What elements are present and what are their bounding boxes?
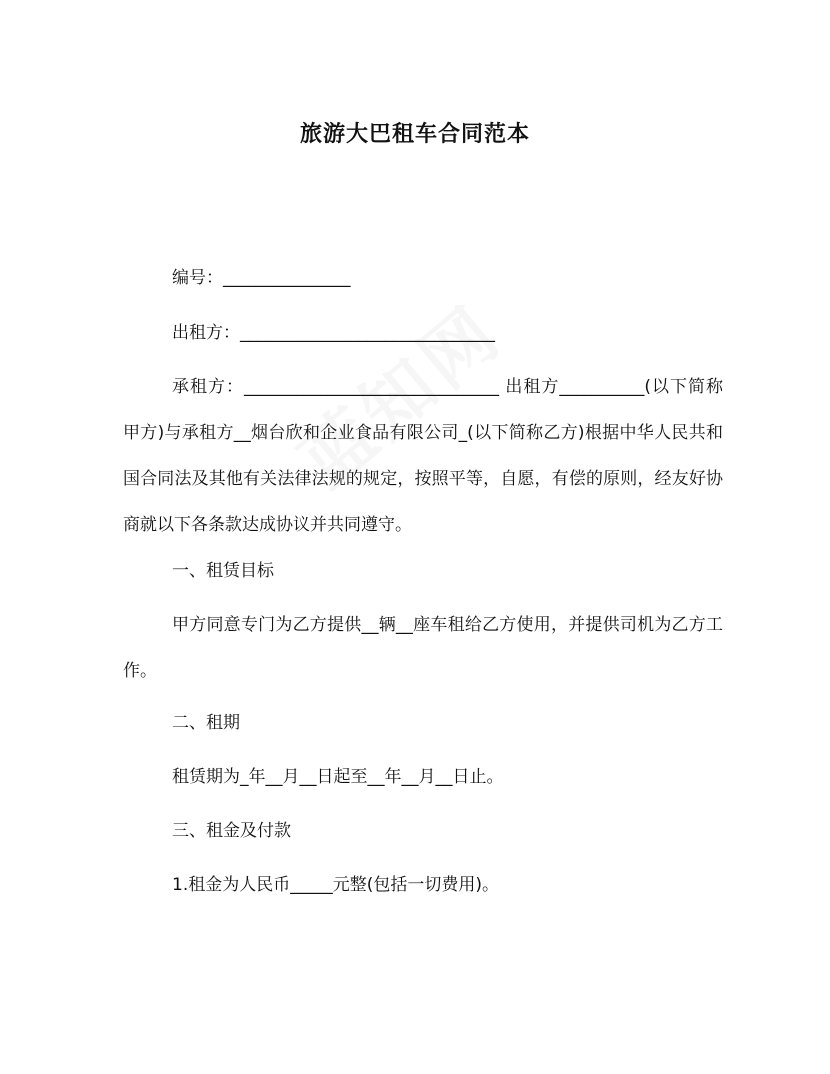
lessee-paragraph: 承租方：______________________________ 出租方__________(以下简称甲方)与承租方__烟台欣和企业食品有限公司_(以下简称乙方)根据中华人民共和国合同法及其他有关法律法规的规定，按照平等，自愿，有偿的原则，经友好协商就以下各条款达成协议并共同遵守。 xyxy=(123,377,723,535)
section-3-heading: 三、租金及付款 xyxy=(172,821,291,841)
lessor-line: 出租方：______________________________ xyxy=(172,323,495,343)
section-1-body: 甲方同意专门为乙方提供__辆__座车租给乙方使用，并提供司机为乙方工作。 xyxy=(123,615,723,681)
section-3-item-1: 1.租金为人民币_____元整(包括一切费用)。 xyxy=(172,875,499,895)
section-2-heading: 二、租期 xyxy=(172,713,240,733)
document-title: 旅游大巴租车合同范本 xyxy=(299,122,530,147)
section-1-heading: 一、租赁目标 xyxy=(172,561,274,581)
contract-number-line: 编号：_______________ xyxy=(172,268,351,288)
section-2-body: 租赁期为_年__月__日起至__年__月__日止。 xyxy=(172,767,504,787)
